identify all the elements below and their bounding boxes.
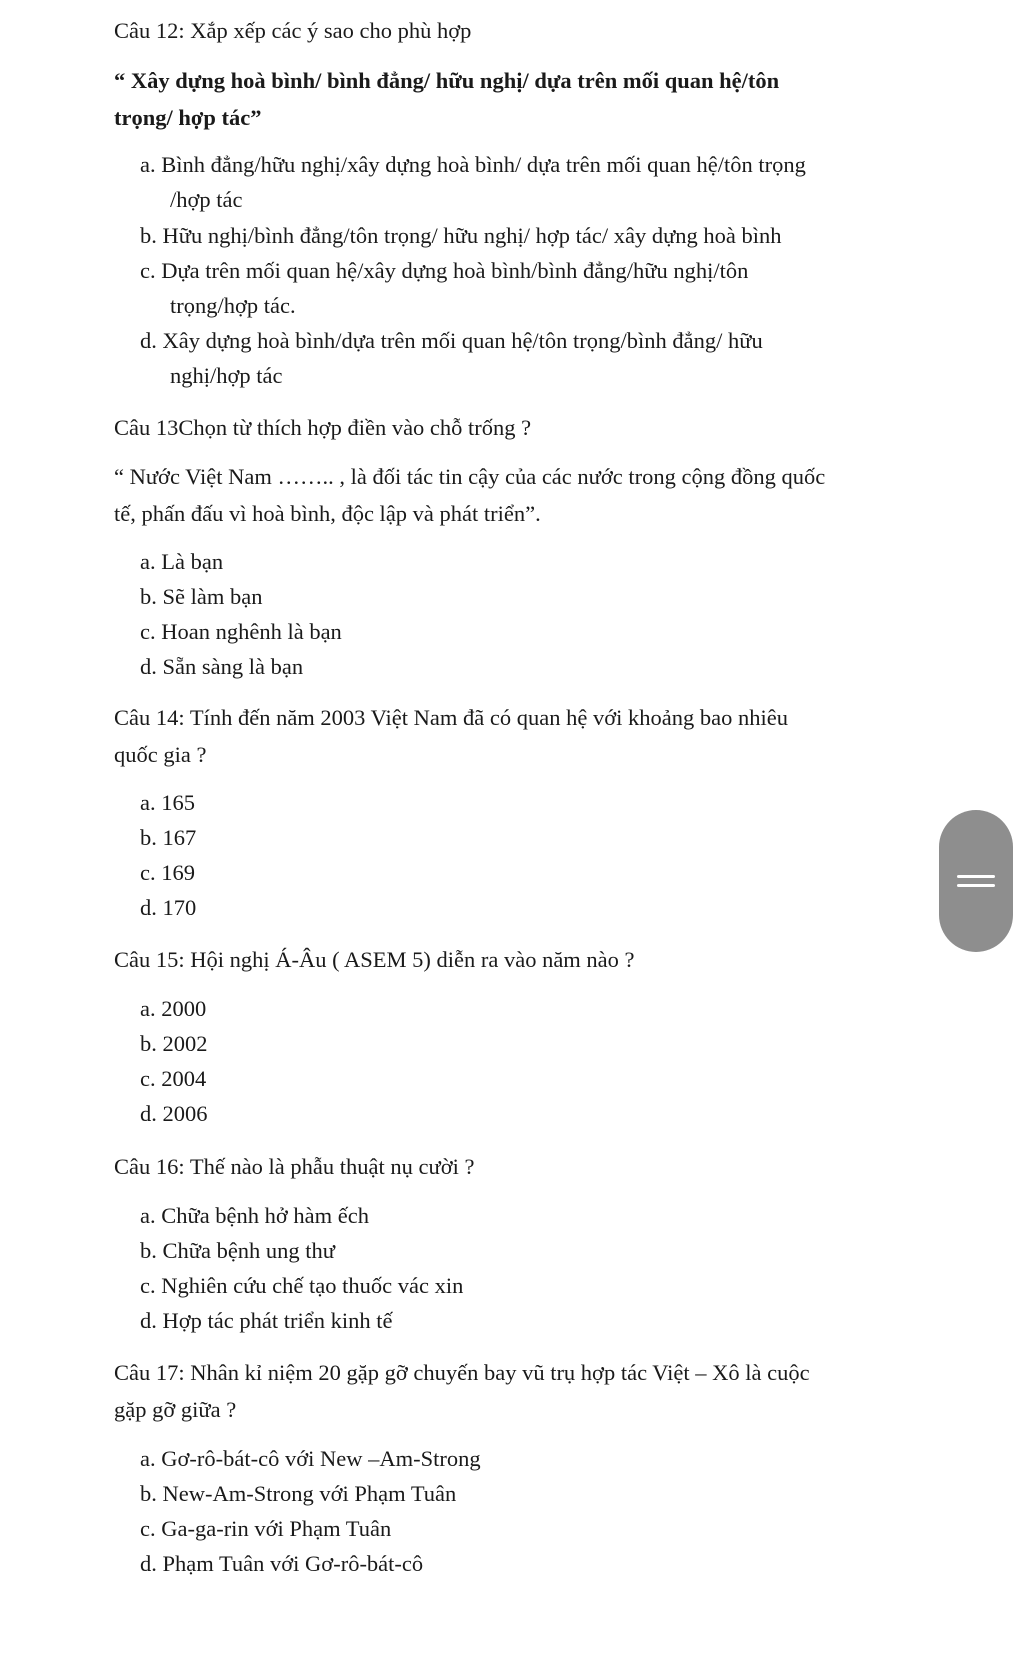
question-17-option-d: d. Phạm Tuân với Gơ-rô-bát-cô bbox=[140, 1551, 424, 1576]
question-16-title: Câu 16: Thế nào là phẫu thuật nụ cười ? bbox=[114, 1154, 475, 1179]
question-16-option-b: b. Chữa bệnh ung thư bbox=[140, 1238, 335, 1263]
question-16-option-d: d. Hợp tác phát triển kinh tế bbox=[140, 1308, 393, 1333]
question-12-option-c: trọng/hợp tác. bbox=[170, 293, 296, 318]
question-14-option-c: c. 169 bbox=[140, 860, 195, 885]
question-12-option-a: a. Bình đẳng/hữu nghị/xây dựng hoà bình/ dựa trên mối quan hệ/tôn trọng bbox=[140, 152, 806, 177]
question-13-option-c: c. Hoan nghênh là bạn bbox=[140, 619, 342, 644]
question-17-title: Câu 17: Nhân kỉ niệm 20 gặp gỡ chuyến bay vũ trụ hợp tác Việt – Xô là cuộc bbox=[114, 1360, 810, 1385]
question-13-option-d: d. Sẵn sàng là bạn bbox=[140, 654, 304, 679]
question-15-option-d: d. 2006 bbox=[140, 1101, 208, 1126]
question-15-option-b: b. 2002 bbox=[140, 1031, 208, 1056]
question-12-prompt: trọng/ hợp tác” bbox=[114, 105, 262, 130]
question-17-title: gặp gỡ giữa ? bbox=[114, 1397, 237, 1422]
question-15-option-a: a. 2000 bbox=[140, 996, 207, 1021]
question-15-option-c: c. 2004 bbox=[140, 1066, 207, 1091]
drag-handle-icon bbox=[957, 873, 995, 889]
question-13-option-b: b. Sẽ làm bạn bbox=[140, 584, 263, 609]
question-13-prompt: tế, phấn đấu vì hoà bình, độc lập và phát triển”. bbox=[114, 501, 541, 526]
question-14-option-a: a. 165 bbox=[140, 790, 195, 815]
question-12-option-d: d. Xây dựng hoà bình/dựa trên mối quan hệ/tôn trọng/bình đẳng/ hữu bbox=[140, 328, 763, 353]
question-12-option-a: /hợp tác bbox=[170, 187, 243, 212]
question-16-option-a: a. Chữa bệnh hở hàm ếch bbox=[140, 1203, 370, 1228]
question-15-title: Câu 15: Hội nghị Á-Âu ( ASEM 5) diễn ra vào năm nào ? bbox=[114, 947, 635, 972]
question-12-option-c: c. Dựa trên mối quan hệ/xây dựng hoà bình/bình đẳng/hữu nghị/tôn bbox=[140, 258, 749, 283]
question-14-title: quốc gia ? bbox=[114, 742, 207, 767]
question-16-option-c: c. Nghiên cứu chế tạo thuốc vác xin bbox=[140, 1273, 464, 1298]
question-17-option-c: c. Ga-ga-rin với Phạm Tuân bbox=[140, 1516, 392, 1541]
question-14-option-d: d. 170 bbox=[140, 895, 197, 920]
question-17-option-b: b. New-Am-Strong với Phạm Tuân bbox=[140, 1481, 457, 1506]
question-12-option-b: b. Hữu nghị/bình đẳng/tôn trọng/ hữu nghị/ hợp tác/ xây dựng hoà bình bbox=[140, 223, 782, 248]
question-17-option-a: a. Gơ-rô-bát-cô với New –Am-Strong bbox=[140, 1446, 481, 1471]
question-14-title: Câu 14: Tính đến năm 2003 Việt Nam đã có quan hệ với khoảng bao nhiêu bbox=[114, 705, 788, 730]
question-12-option-d: nghị/hợp tác bbox=[170, 363, 283, 388]
scroll-drag-handle[interactable] bbox=[939, 810, 1013, 952]
question-12-prompt: “ Xây dựng hoà bình/ bình đẳng/ hữu nghị/ dựa trên mối quan hệ/tôn bbox=[114, 68, 780, 93]
question-13-option-a: a. Là bạn bbox=[140, 549, 224, 574]
question-13-title: Câu 13Chọn từ thích hợp điền vào chỗ trống ? bbox=[114, 415, 532, 440]
question-12-title: Câu 12: Xắp xếp các ý sao cho phù hợp bbox=[114, 18, 472, 43]
question-13-prompt: “ Nước Việt Nam …….. , là đối tác tin cậy của các nước trong cộng đồng quốc bbox=[114, 464, 826, 489]
question-14-option-b: b. 167 bbox=[140, 825, 197, 850]
